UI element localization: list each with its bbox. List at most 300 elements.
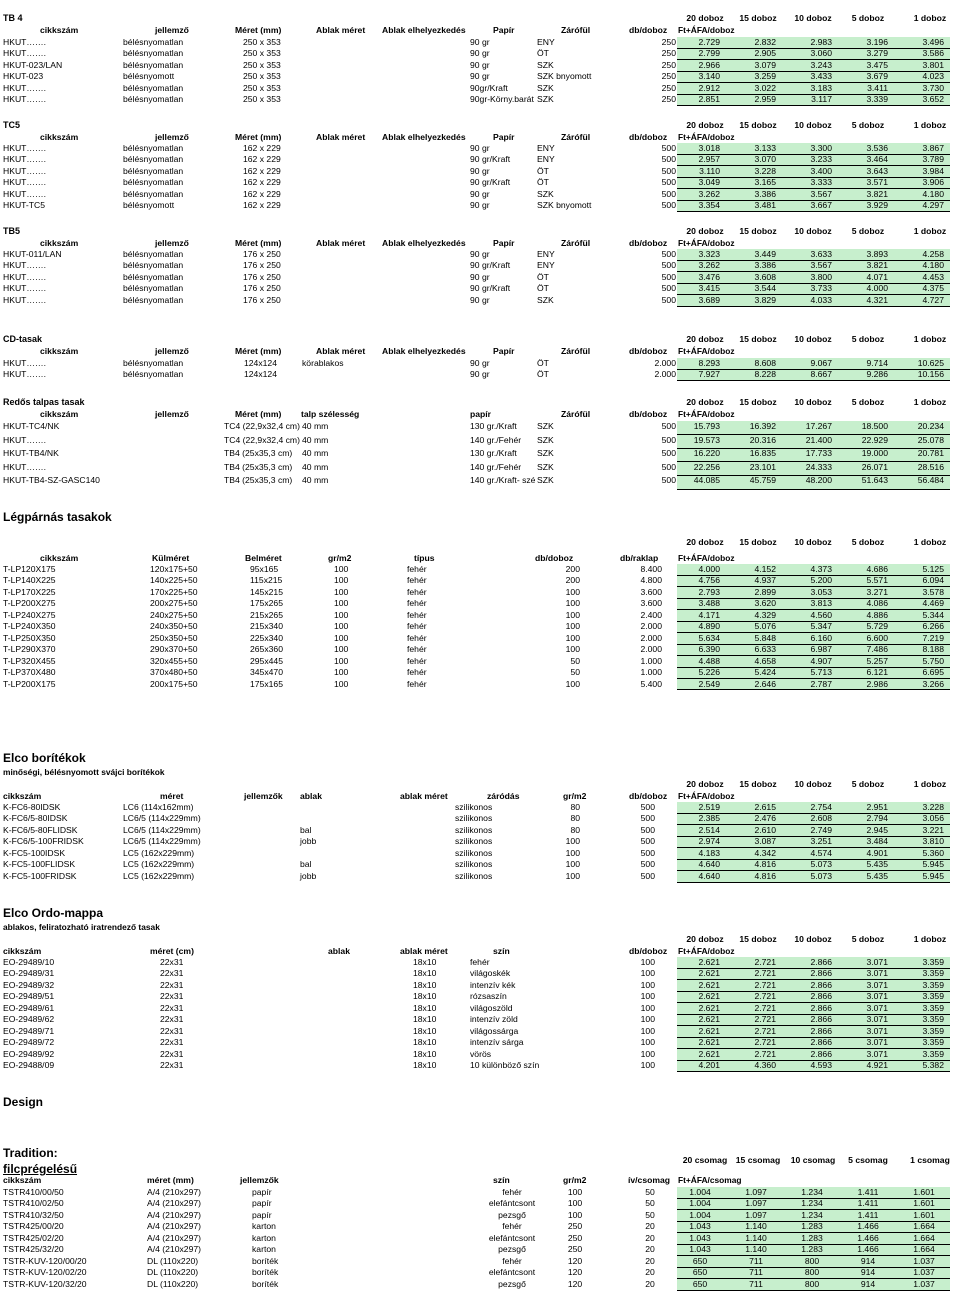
column-header: Méret (mm) (235, 132, 282, 142)
cell: 500 (661, 448, 676, 459)
price-cell: 4.937 (754, 575, 776, 586)
price-group-header: 1 doboz (913, 120, 947, 130)
cell: 250 x 353 (243, 94, 281, 105)
cell: 124x124 (244, 369, 277, 380)
cell: HKUT……. (3, 37, 46, 47)
section-title: TB5 (3, 226, 21, 236)
cell: bélésnyomatlan (123, 249, 184, 259)
price-cell: 3.071 (866, 991, 888, 1002)
column-header-row (0, 946, 960, 957)
column-header: Zárófül (561, 132, 591, 142)
price-cell: 2.787 (810, 678, 832, 689)
price-cell: 2.721 (754, 1037, 776, 1048)
price-cell: 3.821 (866, 188, 888, 199)
price-cell: 2.794 (866, 813, 888, 824)
cell: 100 (334, 632, 349, 643)
cell: 18x10 (413, 968, 437, 979)
table-row (0, 189, 960, 200)
cell: EO-29489/32 (3, 979, 55, 990)
table-row (0, 1060, 960, 1071)
cell: bélésnyomatlan (123, 260, 184, 271)
price-cell: 3.813 (810, 598, 832, 609)
cell: TC4 (22,9x32,4 cm) (224, 434, 300, 445)
table-row (0, 679, 960, 690)
price-cell: 2.951 (866, 802, 888, 812)
price-cell: 3.262 (698, 260, 720, 271)
cell: 90 gr (470, 165, 490, 176)
table-row (0, 813, 960, 824)
cell: 100 (640, 1025, 655, 1036)
price-cell: 1.097 (745, 1198, 767, 1209)
cell: TB4 (25x35,3 cm) (224, 475, 293, 486)
cell: szilikonos (455, 836, 493, 847)
price-cell: 3.411 (867, 82, 888, 93)
cell: 290x370+50 (150, 644, 198, 655)
price-cell: 1.411 (857, 1209, 879, 1220)
column-header: Zárófül (561, 346, 591, 356)
price-cell: 3.071 (866, 968, 888, 979)
price-cell: 17.267 (805, 421, 832, 431)
cell: HKUT-TC5 (3, 200, 46, 211)
price-group-header: 10 csomag (790, 1155, 836, 1165)
table-row (0, 1244, 960, 1255)
cell: 20 (645, 1267, 655, 1278)
column-header: Ablak méret (316, 25, 366, 35)
price-cell: 4.816 (754, 870, 776, 881)
column-header: cikkszám (40, 132, 79, 142)
price-group-header: 10 doboz (794, 334, 832, 344)
column-header: Méret (mm) (235, 409, 282, 419)
price-group-header: 20 doboz (686, 537, 724, 547)
cell: K-FC6/5-80IDSK (3, 813, 68, 824)
price-unit-label: Ft+ÁFA/doboz (678, 409, 735, 419)
price-cell: 19.573 (693, 434, 720, 445)
column-header: jellemző (155, 346, 189, 356)
column-header: db/doboz (629, 238, 668, 248)
price-cell: 10.156 (917, 369, 944, 380)
cell: ÖT (537, 271, 549, 282)
cell: 90gr-Körny.barát (470, 94, 534, 105)
price-cell: 2.608 (810, 813, 832, 824)
cell: szilikonos (455, 813, 493, 824)
price-unit-label: Ft+ÁFA/doboz (678, 25, 735, 35)
cell: világossárga (470, 1025, 519, 1036)
price-cell: 5.729 (866, 621, 888, 632)
price-group-header: 10 doboz (794, 537, 832, 547)
price-group-header: 15 doboz (739, 120, 777, 130)
price-cell: 3.800 (810, 271, 832, 282)
cell: bal (300, 859, 312, 870)
cell: HKUT……. (3, 358, 46, 368)
cell: 2.000 (640, 632, 662, 643)
price-unit-label: Ft+ÁFA/doboz (678, 132, 735, 142)
table-row (0, 448, 960, 459)
price-cell: 1.234 (801, 1187, 823, 1197)
cell: 18x10 (413, 979, 437, 990)
price-cell: 2.866 (810, 1025, 832, 1036)
cell: 500 (661, 461, 676, 472)
price-cell: 5.713 (810, 667, 832, 678)
cell: szilikonos (455, 802, 493, 812)
price-cell: 8.667 (810, 369, 832, 380)
cell: 100 (565, 678, 580, 689)
cell: T-LP370X480 (3, 667, 56, 678)
column-header: db/doboz (629, 132, 668, 142)
price-group-header: 1 doboz (913, 397, 947, 407)
cell: 22x31 (160, 1037, 184, 1048)
cell: 120 (567, 1255, 583, 1266)
cell: T-LP120X175 (3, 564, 56, 574)
cell: HKUT-023/LAN (3, 59, 63, 70)
price-cell: 2.866 (810, 991, 832, 1002)
cell: fehér (407, 644, 427, 655)
cell: 250 x 353 (243, 59, 281, 70)
cell: HKUT-TB4-SZ-GASC140 (3, 475, 100, 486)
price-cell: 4.658 (754, 655, 776, 666)
cell: EO-29488/09 (3, 1060, 55, 1071)
cell: ENY (537, 249, 555, 259)
cell: HKUT……. (3, 461, 46, 472)
cell: 90 gr (470, 59, 490, 70)
price-cell: 2.721 (754, 1025, 776, 1036)
cell: DL (110x220) (147, 1255, 199, 1266)
cell: LC6/5 (114x229mm) (123, 824, 201, 835)
cell: bélésnyomott (123, 200, 175, 211)
cell: 90 gr (470, 188, 490, 199)
price-cell: 6.266 (922, 621, 944, 632)
cell: 40 mm (302, 434, 329, 445)
cell: bélésnyomatlan (123, 271, 184, 282)
cell: elefántcsont (488, 1267, 536, 1278)
section-subtitle: ablakos, feliratozható iratrendező tasak (3, 922, 160, 932)
price-cell: 3.251 (810, 836, 832, 847)
cell: intenzív sárga (470, 1037, 524, 1048)
price-cell: 3.829 (754, 294, 776, 305)
row-divider (677, 306, 950, 307)
price-cell: 2.799 (698, 48, 720, 59)
price-cell: 1.466 (857, 1244, 879, 1255)
price-cell: 3.536 (866, 143, 888, 153)
price-cell: 3.679 (866, 71, 888, 82)
price-cell: 8.608 (754, 358, 776, 368)
table-row (0, 462, 960, 473)
cell: 20 (645, 1221, 655, 1232)
cell: 90 gr (470, 249, 490, 259)
price-cell: 2.621 (698, 1002, 720, 1013)
cell: T-LP200X275 (3, 598, 56, 609)
price-cell: 2.549 (698, 678, 720, 689)
row-divider (677, 489, 950, 490)
column-header: cikkszám (40, 25, 79, 35)
table-row (0, 143, 960, 154)
price-cell: 3.262 (698, 188, 720, 199)
table-row (0, 836, 960, 847)
price-cell: 3.333 (810, 177, 832, 188)
cell: 500 (640, 859, 655, 870)
price-cell: 3.071 (866, 979, 888, 990)
cell: 90 gr/Kraft (470, 260, 511, 271)
cell: 140 gr./Fehér (470, 434, 522, 445)
table-row (0, 1198, 960, 1209)
table-row (0, 1014, 960, 1025)
cell: SZK (537, 421, 554, 431)
price-cell: 5.200 (810, 575, 832, 586)
price-cell: 3.586 (922, 48, 944, 59)
price-cell: 2.721 (754, 979, 776, 990)
cell: SZK (537, 475, 554, 486)
cell: 50 (645, 1187, 655, 1197)
cell: 22x31 (160, 979, 184, 990)
table-row (0, 421, 960, 432)
cell: HKUT……. (3, 271, 46, 282)
cell: 100 (565, 870, 580, 881)
price-cell: 19.000 (861, 448, 888, 459)
cell: 500 (640, 836, 655, 847)
table-row (0, 177, 960, 188)
cell: EO-29489/61 (3, 1002, 55, 1013)
price-unit-label: Ft+ÁFA/doboz (678, 946, 735, 956)
cell: 500 (640, 802, 655, 812)
cell: 500 (640, 847, 655, 858)
price-cell: 3.228 (922, 802, 944, 812)
cell: fehér (407, 655, 427, 666)
price-cell: 8.293 (698, 358, 720, 368)
cell: boríték (252, 1255, 279, 1266)
price-cell: 800 (804, 1255, 820, 1266)
cell: 120 (567, 1278, 583, 1289)
price-cell: 3.893 (866, 249, 888, 259)
cell: 3.600 (640, 598, 662, 609)
cell: 22x31 (160, 1060, 184, 1071)
cell: 22x31 (160, 1002, 184, 1013)
price-cell: 1.664 (913, 1244, 935, 1255)
cell: 130 gr./Kraft (470, 448, 517, 459)
price-cell: 5.435 (866, 859, 888, 870)
price-cell: 6.160 (810, 632, 832, 643)
cell: 130 gr./Kraft (470, 421, 517, 431)
price-group-header: 20 doboz (686, 226, 724, 236)
table-row (0, 980, 960, 991)
price-cell: 2.621 (698, 957, 720, 967)
price-cell: 650 (692, 1267, 708, 1278)
cell: 500 (661, 249, 676, 259)
cell: 18x10 (413, 1048, 437, 1059)
cell: HKUT-TB4/NK (3, 448, 59, 459)
price-cell: 2.866 (810, 1037, 832, 1048)
price-cell: 44.085 (693, 475, 720, 486)
price-cell: 6.695 (922, 667, 944, 678)
price-cell: 3.018 (698, 143, 720, 153)
row-divider (677, 689, 950, 690)
cell: 500 (661, 143, 676, 153)
cell: 90 gr (470, 358, 490, 368)
price-group-header: 10 doboz (794, 226, 832, 236)
column-header: papír (470, 409, 492, 419)
cell: 18x10 (413, 991, 437, 1002)
row-divider (677, 1071, 950, 1072)
cell: 22x31 (160, 957, 184, 967)
price-group-header: 10 doboz (794, 397, 832, 407)
price-cell: 1.283 (801, 1221, 823, 1232)
price-cell: 800 (804, 1267, 820, 1278)
cell: T-LP170X225 (3, 586, 56, 597)
price-group-header: 15 doboz (739, 934, 777, 944)
price-cell: 4.023 (922, 71, 944, 82)
cell: DL (110x220) (147, 1278, 199, 1289)
price-cell: 2.721 (754, 957, 776, 967)
cell: SZK (537, 294, 554, 305)
column-header: db/doboz (629, 791, 668, 801)
price-cell: 2.899 (754, 586, 776, 597)
cell: 4.800 (640, 575, 662, 586)
price-cell: 4.640 (698, 870, 720, 881)
price-cell: 5.382 (922, 1060, 944, 1071)
cell: jobb (300, 870, 317, 881)
cell: HKUT……. (3, 165, 46, 176)
cell: bélésnyomatlan (123, 165, 184, 176)
price-cell: 5.750 (922, 655, 944, 666)
column-header: Ablak méret (316, 238, 366, 248)
price-cell: 56.484 (917, 475, 944, 486)
price-group-header: 15 doboz (739, 334, 777, 344)
price-cell: 3.386 (754, 260, 776, 271)
cell: 90 gr (470, 48, 490, 59)
price-cell: 3.049 (698, 177, 720, 188)
column-header: cikkszám (40, 553, 79, 563)
cell: T-LP250X350 (3, 632, 56, 643)
price-cell: 5.424 (754, 667, 776, 678)
price-cell: 3.567 (810, 260, 832, 271)
cell: 100 (334, 609, 349, 620)
price-cell: 3.578 (922, 586, 944, 597)
price-cell: 3.140 (698, 71, 720, 82)
price-cell: 1.466 (857, 1221, 879, 1232)
cell: 2.000 (654, 358, 676, 368)
price-group-header: 20 doboz (686, 934, 724, 944)
cell: 500 (661, 421, 676, 431)
table-row (0, 369, 960, 380)
price-cell: 3.730 (922, 82, 944, 93)
cell: fehér (407, 667, 427, 678)
cell: 18x10 (413, 957, 437, 967)
price-cell: 3.359 (922, 1014, 944, 1025)
cell: boríték (252, 1267, 279, 1278)
cell: 100 (565, 847, 580, 858)
cell: A/4 (210x297) (147, 1209, 201, 1220)
price-cell: 2.866 (810, 1002, 832, 1013)
price-cell: 711 (749, 1255, 763, 1266)
cell: K-FC5-100FRIDSK (3, 870, 77, 881)
cell: 250 (661, 94, 676, 105)
price-cell: 4.321 (866, 294, 888, 305)
price-cell: 3.060 (810, 48, 832, 59)
price-group-header: 10 doboz (794, 934, 832, 944)
row-divider (677, 380, 950, 381)
cell: 500 (661, 294, 676, 305)
cell: T-LP290X370 (3, 644, 56, 655)
cell: 50 (645, 1209, 655, 1220)
price-cell: 4.901 (866, 847, 888, 858)
cell: 18x10 (413, 1037, 437, 1048)
price-cell: 10.625 (917, 358, 944, 368)
cell: 100 (334, 655, 349, 666)
price-cell: 3.359 (922, 957, 944, 967)
price-cell: 3.810 (922, 836, 944, 847)
price-cell: 3.339 (866, 94, 888, 105)
cell: 90 gr (470, 143, 490, 153)
table-row (0, 1279, 960, 1290)
price-cell: 2.983 (810, 37, 832, 47)
cell: 250 (661, 59, 676, 70)
price-group-header: 1 doboz (913, 779, 947, 789)
price-cell: 3.354 (698, 200, 720, 211)
price-cell: 3.400 (810, 165, 832, 176)
price-cell: 1.601 (913, 1209, 935, 1220)
column-header: méret (mm) (147, 1175, 194, 1185)
cell: 10 különböző szín (470, 1060, 540, 1071)
price-cell: 1.234 (801, 1209, 823, 1220)
cell: bélésnyomatlan (123, 177, 184, 188)
price-unit-label: Ft+ÁFA/doboz (678, 238, 735, 248)
price-cell: 21.400 (805, 434, 832, 445)
price-cell: 3.071 (866, 957, 888, 967)
table-row (0, 295, 960, 306)
cell: A/4 (210x297) (147, 1221, 201, 1232)
cell: pezsgő (498, 1244, 526, 1255)
price-cell: 2.832 (754, 37, 776, 47)
price-cell: 4.574 (810, 847, 832, 858)
cell: fehér (407, 609, 427, 620)
cell: 175x265 (250, 598, 283, 609)
price-cell: 2.749 (810, 824, 832, 835)
price-cell: 3.567 (810, 188, 832, 199)
table-row (0, 1049, 960, 1060)
table-row (0, 848, 960, 859)
cell: T-LP320X455 (3, 655, 56, 666)
cell: 225x340 (250, 632, 283, 643)
cell: 22x31 (160, 1025, 184, 1036)
cell: HKUT-023 (3, 71, 44, 82)
price-group-header: 15 doboz (739, 779, 777, 789)
cell: bélésnyomatlan (123, 59, 184, 70)
price-cell: 3.620 (754, 598, 776, 609)
price-cell: 2.476 (754, 813, 776, 824)
cell: 250 x 353 (243, 82, 281, 93)
cell: 295x445 (250, 655, 283, 666)
cell: 120x175+50 (150, 564, 198, 574)
cell: 162 x 229 (243, 165, 281, 176)
cell: 22x31 (160, 968, 184, 979)
cell: 22x31 (160, 1048, 184, 1059)
price-cell: 5.125 (922, 564, 944, 574)
price-cell: 4.886 (866, 609, 888, 620)
price-cell: 3.484 (866, 836, 888, 847)
cell: ÖT (537, 177, 549, 188)
price-group-header: 10 doboz (794, 779, 832, 789)
cell: T-LP200X175 (3, 678, 56, 689)
price-cell: 48.200 (805, 475, 832, 486)
column-header: jellemzők (240, 1175, 279, 1185)
price-unit-label: Ft+ÁFA/doboz (678, 346, 735, 356)
price-cell: 650 (692, 1255, 708, 1266)
price-cell: 1.097 (745, 1187, 767, 1197)
cell: 250 (567, 1221, 583, 1232)
price-cell: 1.601 (913, 1187, 935, 1197)
section-title: Redős talpas tasak (3, 397, 85, 407)
price-group-header: 15 doboz (739, 537, 777, 547)
price-cell: 16.835 (749, 448, 776, 459)
price-cell: 4.686 (866, 564, 888, 574)
